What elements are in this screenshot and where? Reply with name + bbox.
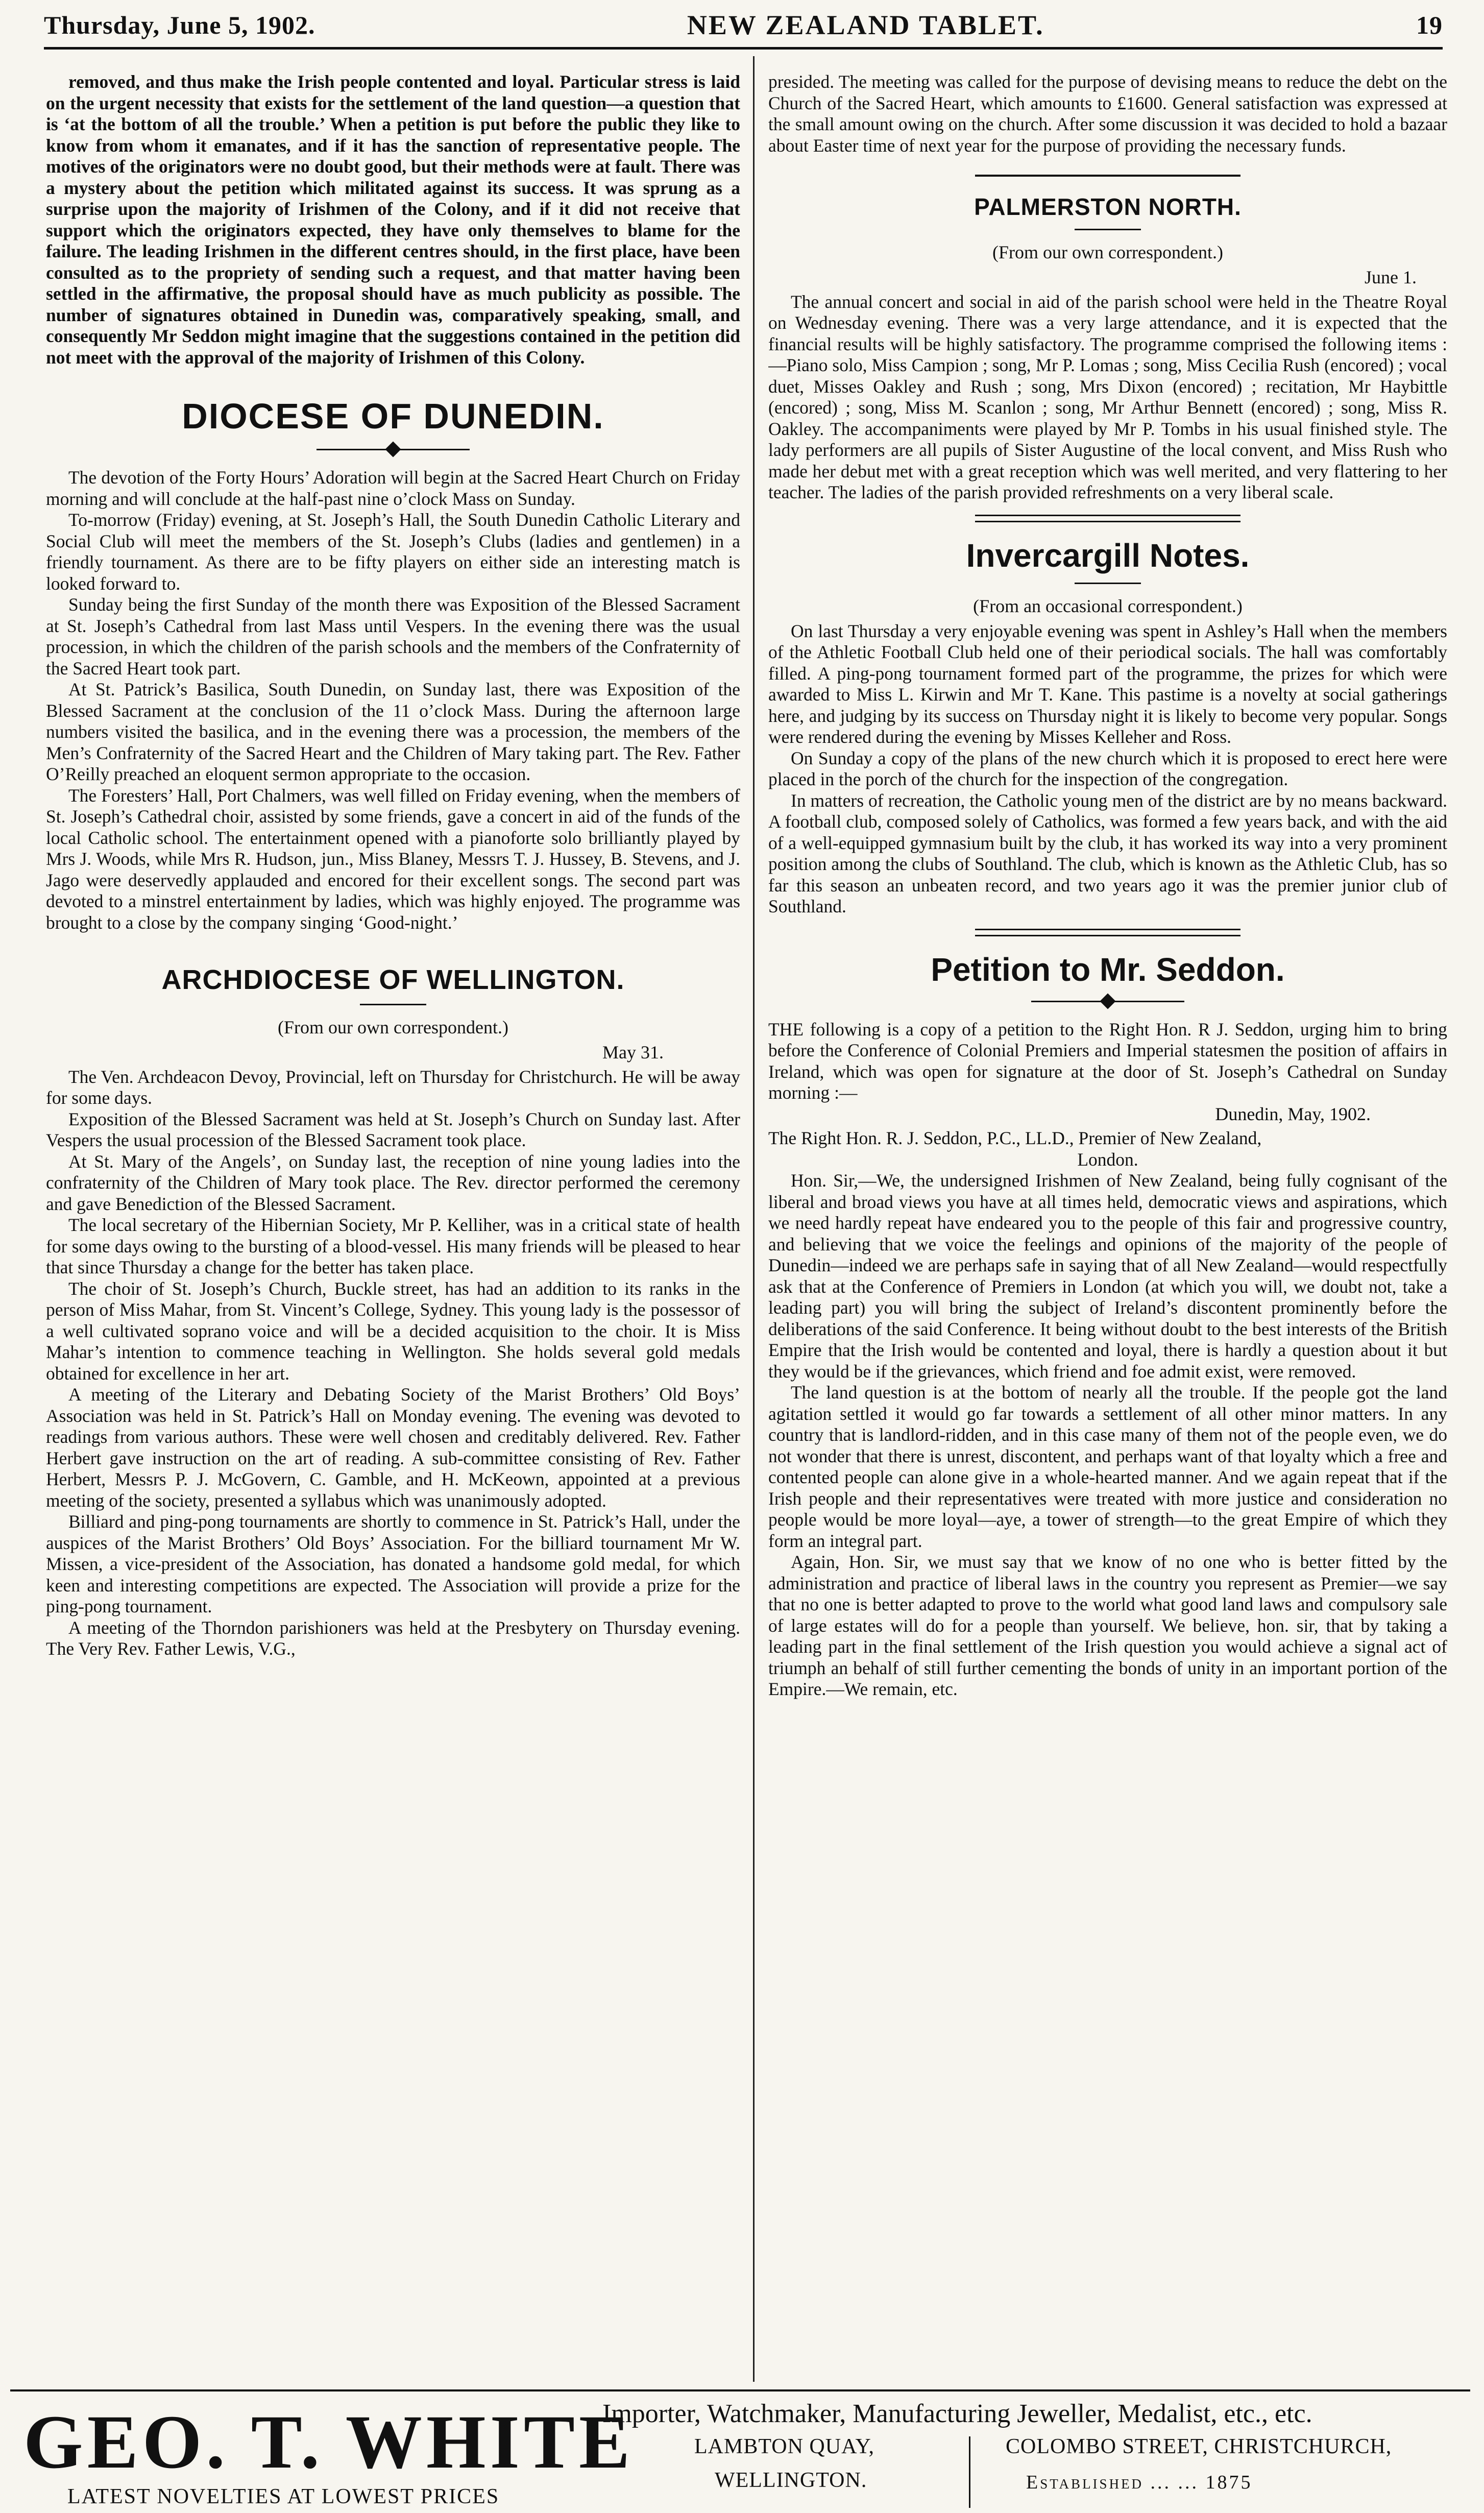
- continued-article: presided. The meeting was called for the purpose of devising means to reduce the debt on the Church of the Sacred Heart, which amounts to £1600. General satisfaction was expressed at the small amount owing on the church. After some discussion it was decided to hold a bazaar about Easter time of next year for the purpose of providing the necessary funds.: [768, 71, 1447, 156]
- masthead: [44, 7, 1443, 43]
- article-paragraph: Billiard and ping-pong tournaments are shortly to commence in St. Patrick’s Hall, under the auspices of the Marist Brothers’ Old Boys’ Association. For the billiard tournament Mr W. Missen, a vice-president of the Association, has donated a handsome gold medal, for which keen and interesting competitions are expected. The Association will provide a prize for the ping-pong tournament.: [46, 1511, 740, 1616]
- section-rule: [975, 929, 1240, 936]
- page-number: 19: [1416, 11, 1443, 39]
- article-paragraph: A meeting of the Literary and Debating Society of the Marist Brothers’ Old Boys’ Association was held in St. Patrick’s Hall on Monday evening. The evening was devoted to readings from various authors. These were well chosen and creditably delivered. Rev. Father Herbert gave instruction on the art of reading. A sub-committee consisting of Rev. Father Herbert, Messrs P. J. McGovern, C. Gamble, and H. McKeown, appointed at a previous meeting of the society, presented a syllabus which was unanimously adopted.: [46, 1384, 740, 1511]
- article-paragraph: On Sunday a copy of the plans of the new church which it is proposed to erect here were placed in the porch of the church for the inspection of the congregation.: [768, 747, 1447, 789]
- article-paragraph: The local secretary of the Hibernian Society, Mr P. Kelliher, was in a critical state of health for some days owing to the bursting of a blood-vessel. His many friends will be pleased to hear that since Thursday a change for the better has taken place.: [46, 1215, 740, 1277]
- section-rule: [975, 515, 1240, 522]
- article-paragraph: Again, Hon. Sir, we must say that we know of no one who is better fitted by the administration and practice of liberal laws in the country you represent as Premier—we say that no one is better adapted to prove to the world what good land laws and compulsory sale of large estates will do for a people than yourself. We believe, hon. sir, that by taking a leading part in the final settlement of the Irish question you would achieve a signal act of triumph an behalf of still further cementing the bonds of unity in an important portion of the Empire.—We remain, etc.: [768, 1552, 1447, 1699]
- christchurch-address: COLOMBO STREET, CHRISTCHURCH,: [1006, 2435, 1392, 2458]
- diocese-heading: DIOCESE OF DUNEDIN.: [182, 396, 604, 436]
- archdiocese-heading: ARCHDIOCESE OF WELLINGTON.: [161, 964, 625, 995]
- heading-ornament: [46, 442, 740, 457]
- heading-ornament: [768, 994, 1447, 1009]
- dateline: June 1.: [1365, 267, 1417, 287]
- petition-heading: Petition to Mr. Seddon.: [931, 951, 1285, 988]
- advertiser-name: GEO. T. WHITE: [23, 2400, 635, 2484]
- issue-date: Thursday, June 5, 1902.: [44, 11, 315, 39]
- article-paragraph: The devotion of the Forty Hours’ Adoration will begin at the Sacred Heart Church on Friday morning and will conclude at the half-past nine o’clock Mass on Sunday.: [46, 467, 740, 509]
- petition-address: [768, 1128, 1447, 1170]
- article-paragraph: The annual concert and social in aid of the parish school were held in the Theatre Royal on Wednesday evening. There was a very large attendance, and it is expected that the financial results will be highly satisfactory. The programme comprised the following items :—Piano solo, Miss Campion ; song, Mr P. Lomas ; song, Miss Cecilia Rush (encored) ; vocal duet, Misses Oakley and Rush ; song, Mrs Dixon (encored) ; recitation, Mr Haybittle (encored) ; song, Miss M. Scanlon ; song, Mr Arthur Bennett (encored) ; song, Miss R. Oakley. The accompaniments were played by Mr P. Tombs in his usual finished style. The lady performers are all pupils of Sister Augustine of the local convent, and Miss Rush who made her debut met with a great reception which was well merited, and very flattering to her teacher. The ladies of the parish provided refreshments on a very liberal scale.: [768, 291, 1447, 502]
- article-paragraph: In matters of recreation, the Catholic young men of the district are by no means backward. A football club, composed solely of Catholics, was formed a few years back, and with the aid of a well-equipped gymnasium built by the club, it has worked its way into a very prominent position among the clubs of Southland. The club, which is known as the Athletic Club, has so far this season an unbeaten record, and two years ago it was the premier junior club of Southland.: [768, 790, 1447, 916]
- petition-intro: THE following is a copy of a petition to the Right Hon. R J. Seddon, urging him to bring before the Conference of Colonial Premiers and Imperial statesmen the position of affairs in Ireland, which was open for signature at the door of St. Joseph’s Cathedral on Sunday morning :—: [768, 1019, 1447, 1103]
- publication-title: NEW ZEALAND TABLET.: [687, 10, 1044, 40]
- article-paragraph: The land question is at the bottom of nearly all the trouble. If the people got the land agitation settled it would go far towards a settlement of all other minor matters. In any country that is landlord-ridden, and in this case many of them not of the people even, we do not wonder that there is unrest, discontent, and perhaps want of that loyalty which a free and contented people can alone give in a whole-hearted manner. And we again repeat that if the Irish people and their representatives were treated with more justice and consideration no people would be more loyal—aye, a tower of strength—to the great Empire of which they form an integral part.: [768, 1382, 1447, 1551]
- invercargill-heading: Invercargill Notes.: [966, 537, 1250, 574]
- article-paragraph: The choir of St. Joseph’s Church, Buckle street, has had an addition to its ranks in the person of Miss Mahar, from St. Vincent’s College, Sydney. This young lady is the possessor of a well cultivated soprano voice and will be a decided acquisition to the choir. It is Miss Mahar’s intention to commence teaching in Wellington. She holds several gold medals obtained for excellence in her art.: [46, 1278, 740, 1384]
- correspondent-credit: (From our own correspondent.): [992, 242, 1223, 262]
- advertiser-trades: Importer, Watchmaker, Manufacturing Jeweller, Medalist, etc., etc.: [602, 2399, 1312, 2428]
- article-paragraph: On last Thursday a very enjoyable evening was spent in Ashley’s Hall when the members of the Athletic Football Club held one of their periodical socials. The hall was comfortably filled. A ping-pong tournament formed part of the programme, the prizes for which were awarded to Miss L. Kirwin and Mr T. Kane. This pastime is a novelty at social gatherings here, and judging by its success on Thursday night it is likely to become very popular. Songs were rendered during the evening by Misses Kelleher and Ross.: [768, 620, 1447, 747]
- article-paragraph: The Foresters’ Hall, Port Chalmers, was well filled on Friday evening, when the members of St. Joseph’s Cathedral choir, assisted by some friends, gave a concert in aid of the funds of the local Catholic school. The entertainment opened with a pianoforte solo brilliantly played by Mrs J. Woods, while Mrs R. Hudson, jun., Miss Blaney, Messrs T. J. Hussey, B. Stevens, and J. Jago were deservedly applauded and encored for their excellent songs. The second part was devoted to a minstrel entertainment by ladies, which was highly enjoyed. The programme was brought to a close by the company singing ‘Good-night.’: [46, 785, 740, 933]
- correspondent-credit: (From our own correspondent.): [278, 1017, 508, 1037]
- advertisement: [10, 2397, 1470, 2509]
- dateline: Dunedin, May, 1902.: [1215, 1103, 1371, 1124]
- wellington-street: LAMBTON QUAY,: [694, 2435, 874, 2458]
- heading-rule: [1075, 583, 1141, 584]
- right-column: [768, 71, 1447, 1700]
- article-paragraph: Hon. Sir,—We, the undersigned Irishmen of New Zealand, being fully cognisant of the liberal and broad views you have at all times held, democratic views and aspirations, which we need hardly repeat have endeared you to the people of this fair and progressive country, and believing that we voice the feelings and opinions of the majority of the people of Dunedin—indeed we are perhaps safe in saying that of all New Zealand—would respectfully ask that at the Conference of Premiers in London (at which you will, we doubt not, take a leading part) you will bring the subject of Ireland’s discontent prominently before the deliberations of the said Conference. It being without doubt to the best interests of the British Empire that the Irish would be contented and loyal, there is hardly a question about it but they would be if the grievances, which friend and foe admit exist, were removed.: [768, 1170, 1447, 1382]
- article-paragraph: To-morrow (Friday) evening, at St. Joseph’s Hall, the South Dunedin Catholic Literary and Social Club will meet the members of the St. Joseph’s Clubs (ladies and gentlemen) in a friendly tournament. As there are to be fifty players on either side an interesting match is looked forward to.: [46, 510, 740, 594]
- article-paragraph: The Ven. Archdeacon Devoy, Provincial, left on Thursday for Christchurch. He will be away for some days.: [46, 1066, 740, 1108]
- left-column: [46, 71, 740, 1660]
- palmerston-heading: PALMERSTON NORTH.: [974, 194, 1242, 220]
- address-divider: [969, 2436, 970, 2508]
- section-rule: [975, 175, 1240, 177]
- dateline: May 31.: [602, 1042, 664, 1062]
- masthead-rule: [44, 47, 1443, 50]
- address-line: The Right Hon. R. J. Seddon, P.C., LL.D., Premier of New Zealand,: [768, 1128, 1262, 1148]
- diocese-article: [46, 467, 740, 933]
- advertiser-tagline: LATEST NOVELTIES AT LOWEST PRICES: [67, 2485, 500, 2508]
- article-paragraph: A meeting of the Thorndon parishioners was held at the Presbytery on Thursday evening. The Very Rev. Father Lewis, V.G.,: [46, 1617, 740, 1659]
- article-paragraph: At St. Mary of the Angels’, on Sunday last, the reception of nine young ladies into the confraternity of the Children of Mary took place. The Rev. director performed the ceremony and gave Benediction of the Blessed Sacrament.: [46, 1151, 740, 1214]
- wellington-city: WELLINGTON.: [715, 2469, 867, 2492]
- article-paragraph: Sunday being the first Sunday of the month there was Exposition of the Blessed Sacrament at St. Joseph’s Cathedral from last Mass until Vespers. In the evening there was the usual procession, in which the children of the parish schools and the members of the Confraternity of the Sacred Heart took part.: [46, 594, 740, 679]
- established-date: Established ... ... 1875: [1026, 2472, 1253, 2493]
- heading-rule: [1075, 229, 1141, 230]
- correspondent-credit: (From an occasional correspondent.): [973, 595, 1243, 616]
- article-paragraph: Exposition of the Blessed Sacrament was held at St. Joseph’s Church on Sunday last. After Vespers the usual procession of the Blessed Sacrament took place.: [46, 1108, 740, 1150]
- continued-article: removed, and thus make the Irish people contented and loyal. Particular stress is laid on the urgent necessity that exists for the settlement of the land question—a question that is ‘at the bottom of all the trouble.’ When a petition is put before the public they like to know from whom it emanates, and if it has the sanction of representative people. The motives of the originators were no doubt good, but their methods were at fault. There was a mystery about the petition which militated against its success. It was sprung as a surprise upon the majority of Irishmen of the Colony, and if it did not receive that support which the originators expected, they have only themselves to blame for the failure. The leading Irishmen in the different centres should, in the first place, have been consulted as to the propriety of sending such a request, and that matter having been settled in the affirmative, the proposal should have as much publicity as possible. The number of signatures obtained in Dunedin was, comparatively speaking, small, and consequently Mr Seddon might imagine that the suggestions contained in the petition did not meet with the approval of the majority of Irishmen of this Colony.: [46, 71, 740, 368]
- article-paragraph: At St. Patrick’s Basilica, South Dunedin, on Sunday last, there was Exposition of the Blessed Sacrament at the conclusion of the 11 o’clock Mass. During the afternoon large numbers visited the basilica, and in the evening there was a procession, the members of the Men’s Confraternity of the Sacred Heart and the Children of Mary taking part. The Rev. Father O’Reilly preached an eloquent sermon appropriate to the occasion.: [46, 679, 740, 784]
- column-divider: [753, 56, 755, 2382]
- address-line: London.: [1077, 1149, 1138, 1170]
- archdiocese-article: [46, 1067, 740, 1660]
- heading-rule: [360, 1004, 426, 1005]
- advertisement-rule: [10, 2389, 1470, 2391]
